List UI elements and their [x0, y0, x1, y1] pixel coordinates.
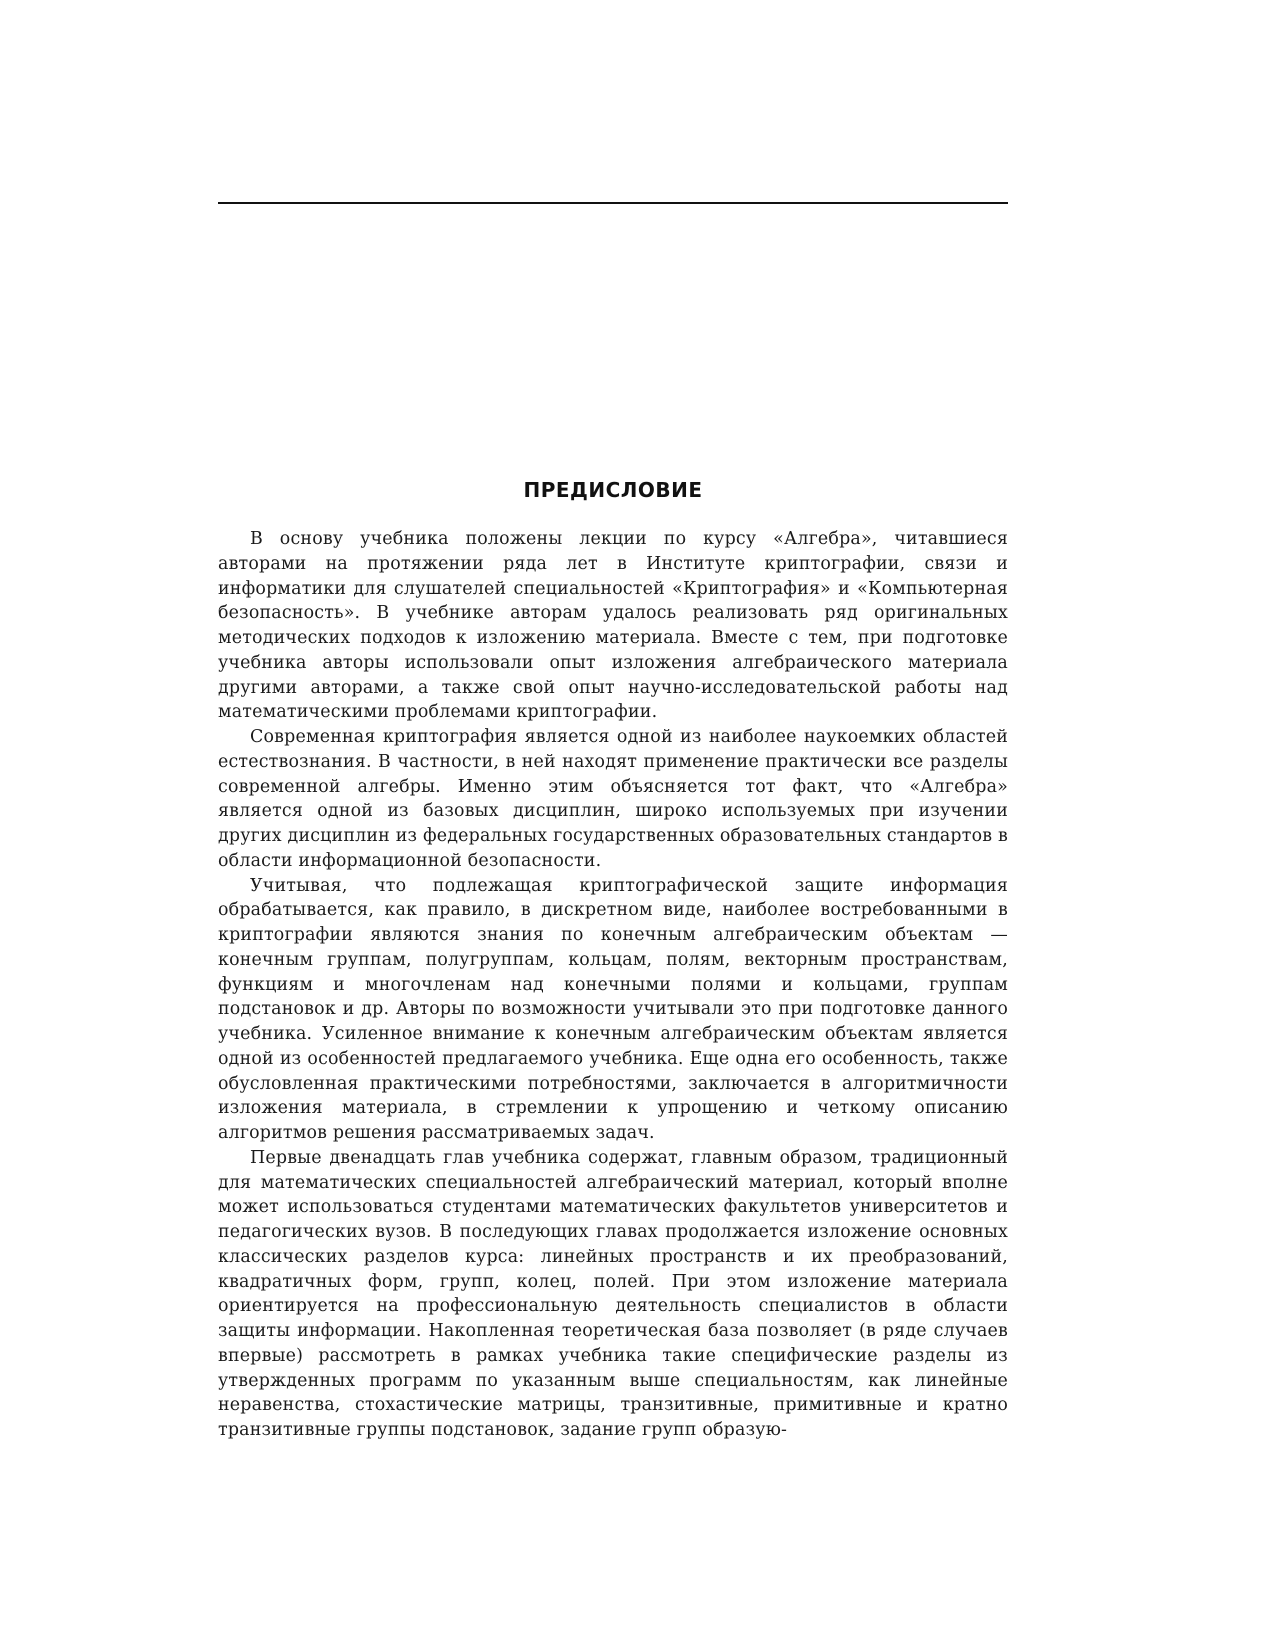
paragraph-4: Первые двенадцать глав учебника содержат, главным образом, традиционный для математических специальностей алгебраический материал, который вполне может использоваться студентами математических факультетов университетов и педагогических вузов. В последующих главах продолжается изложение основных классических разделов курса: линейных пространств и их преобразований, квадратичных форм, групп, колец, полей. При этом изложение материала ориентируется на профессиональную деятельность специалистов в области защиты информации. Накопленная теоретическая база позволяет (в ряде случаев впервые) рассмотреть в рамках учебника такие специфические разделы из утвержденных программ по указанным выше специальностям, как линейные неравенства, стохастические матрицы, транзитивные, примитивные и кратно транзитивные группы подстановок, задание групп образую-: [218, 1147, 1008, 1440]
body-text: [218, 527, 1008, 1443]
paragraph-3: Учитывая, что подлежащая криптографической защите информация обрабатывается, как правило, в дискретном виде, наиболее востребованными в криптографии являются знания по конечным алгебраическим объектам — конечным группам, полугруппам, кольцам, полям, векторным пространствам, функциям и многочленам над конечными полями и кольцами, группам подстановок и др. Авторы по возможности учитывали это при подготовке данного учебника. Усиленное внимание к конечным алгебраическим объектам является одной из особенностей предлагаемого учебника. Еще одна его особенность, также обусловленная практическими потребностями, заключается в алгоритмичности изложения материала, в стремлении к упрощению и четкому описанию алгоритмов решения рассматриваемых задач.: [218, 875, 1008, 1143]
header-rule: [218, 202, 1008, 204]
paragraph-2: Современная криптография является одной из наиболее наукоемких областей естествознания. В частности, в ней находят применение практически все разделы современной алгебры. Именно этим объясняется тот факт, что «Алгебра» является одной из базовых дисциплин, широко используемых при изучении других дисциплин из федеральных государственных образовательных стандартов в области информационной безопасности.: [218, 727, 1008, 871]
page-title: ПРЕДИСЛОВИЕ: [523, 478, 703, 502]
paragraph-1: В основу учебника положены лекции по курсу «Алгебра», читавшиеся авторами на протяжении ряда лет в Институте криптографии, связи и информатики для слушателей специальностей «Криптография» и «Компьютерная безопасность». В учебнике авторам удалось реализовать ряд оригинальных методических подходов к изложению материала. Вместе с тем, при подготовке учебника авторы использовали опыт изложения алгебраического материала другими авторами, а также свой опыт научно-исследовательской работы над математическими проблемами криптографии.: [218, 529, 1008, 723]
